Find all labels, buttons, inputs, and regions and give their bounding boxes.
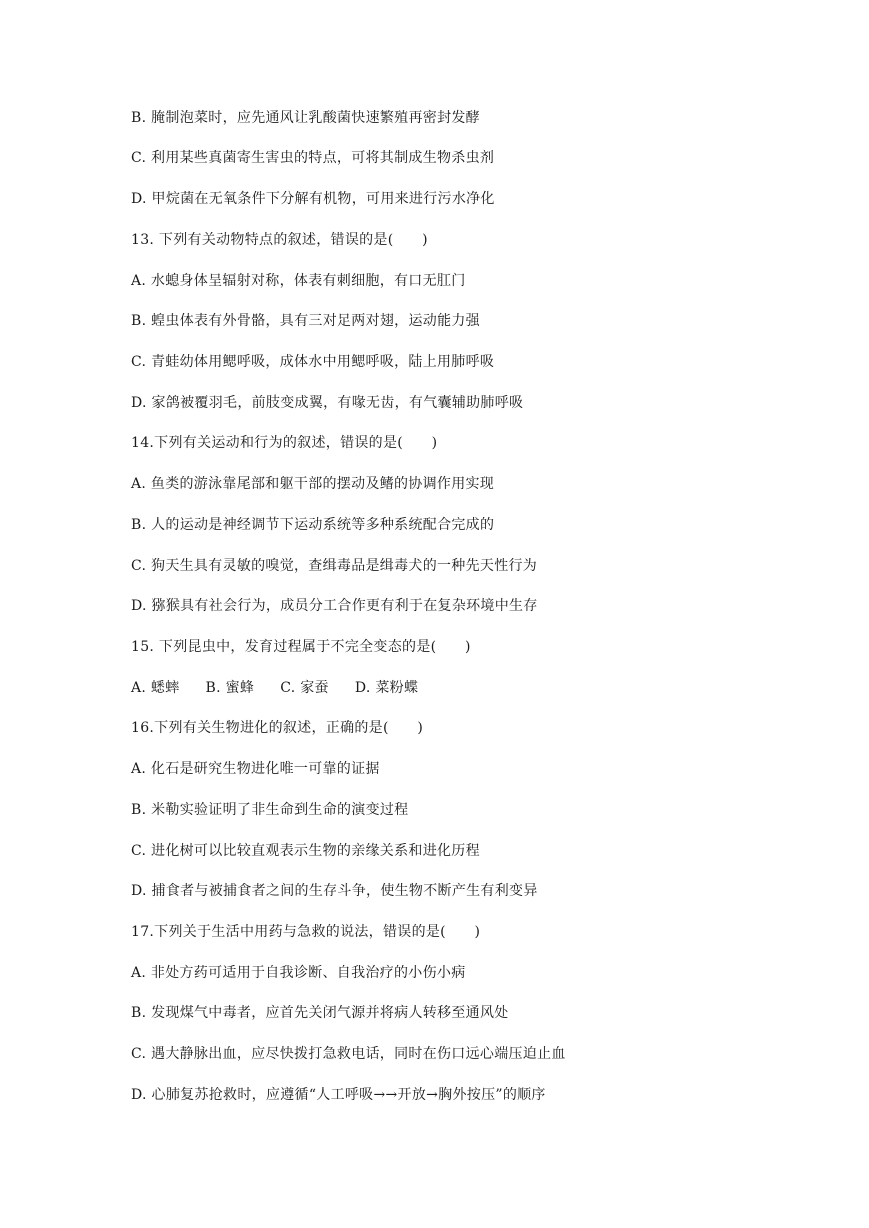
q13-option-c: C. 青蛙幼体用鳃呼吸，成体水中用鳃呼吸，陆上用肺呼吸 xyxy=(131,354,495,370)
q12-option-c: C. 利用某些真菌寄生害虫的特点，可将其制成生物杀虫剂 xyxy=(131,150,495,166)
q16-option-a: A. 化石是研究生物进化唯一可靠的证据 xyxy=(131,761,380,777)
q14-option-b: B. 人的运动是神经调节下运动系统等多种系统配合完成的 xyxy=(131,517,495,533)
q16-stem: 16.下列有关生物进化的叙述，正确的是( ) xyxy=(131,720,424,736)
q12-option-b: B. 腌制泡菜时，应先通风让乳酸菌快速繁殖再密封发酵 xyxy=(131,110,480,126)
q17-option-d: D. 心肺复苏抢救时，应遵循“人工呼吸→→开放→胸外按压”的顺序 xyxy=(131,1087,546,1103)
q16-option-b: B. 米勒实验证明了非生命到生命的演变过程 xyxy=(131,802,409,818)
q15-option-a: A. 蟋蟀 xyxy=(131,680,180,696)
q14-stem: 14.下列有关运动和行为的叙述，错误的是( ) xyxy=(131,435,438,451)
q14-option-a: A. 鱼类的游泳靠尾部和躯干部的摆动及鳍的协调作用实现 xyxy=(131,476,495,492)
q15-option-b: B. 蜜蜂 xyxy=(205,680,255,696)
q14-option-c: C. 狗天生具有灵敏的嗅觉，查缉毒品是缉毒犬的一种先天性行为 xyxy=(131,558,538,574)
q16-option-c: C. 进化树可以比较直观表示生物的亲缘关系和进化历程 xyxy=(131,843,480,859)
q17-option-b: B. 发现煤气中毒者，应首先关闭气源并将病人转移至通风处 xyxy=(131,1005,509,1021)
q16-option-d: D. 捕食者与被捕食者之间的生存斗争，使生物不断产生有利变异 xyxy=(131,883,538,899)
q13-option-a: A. 水螅身体呈辐射对称，体表有刺细胞，有口无肛门 xyxy=(131,273,466,289)
q13-option-d: D. 家鸽被覆羽毛，前肢变成翼，有喙无齿，有气囊辅助肺呼吸 xyxy=(131,395,524,411)
q17-stem: 17.下列关于生活中用药与急救的说法，错误的是( ) xyxy=(131,924,481,940)
q15-options xyxy=(131,678,418,698)
q13-stem: 13. 下列有关动物特点的叙述，错误的是( ) xyxy=(131,232,428,248)
q13-option-b: B. 蝗虫体表有外骨骼，具有三对足两对翅，运动能力强 xyxy=(131,313,480,329)
q15-option-d: D. 菜粉蝶 xyxy=(354,680,419,696)
q17-option-a: A. 非处方药可适用于自我诊断、自我治疗的小伤小病 xyxy=(131,965,466,981)
q14-option-d: D. 猕猴具有社会行为，成员分工合作更有利于在复杂环境中生存 xyxy=(131,598,538,614)
q15-stem: 15. 下列昆虫中，发育过程属于不完全变态的是( ) xyxy=(131,639,471,655)
q12-option-d: D. 甲烷菌在无氧条件下分解有机物，可用来进行污水净化 xyxy=(131,191,495,207)
q15-option-c: C. 家蚕 xyxy=(280,680,329,696)
q17-option-c: C. 遇大静脉出血，应尽快拨打急救电话，同时在伤口远心端压迫止血 xyxy=(131,1046,566,1062)
